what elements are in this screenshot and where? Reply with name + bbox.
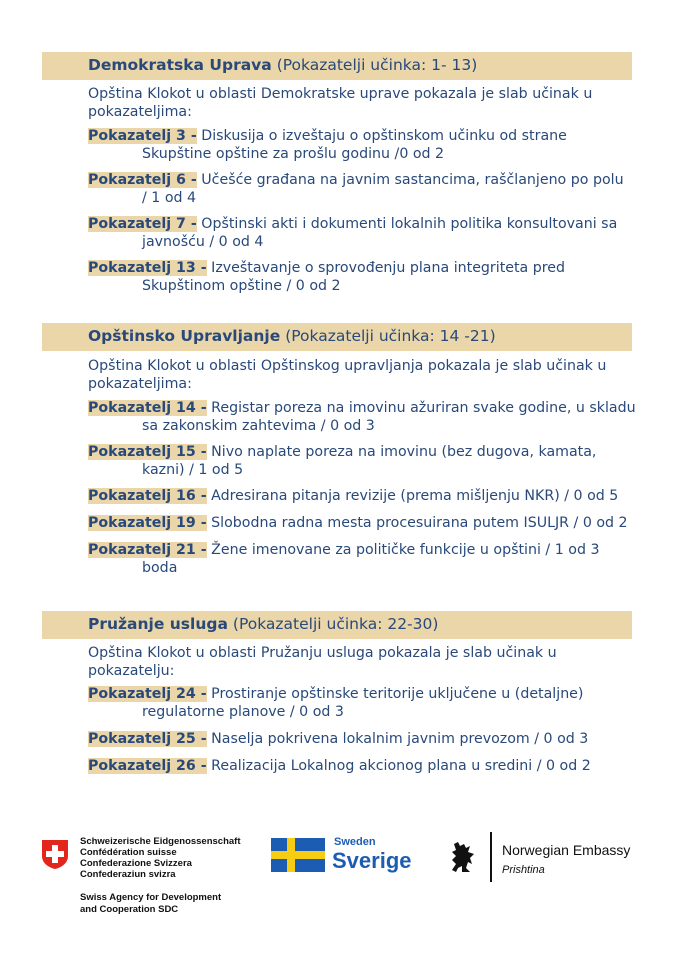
swiss-flag-icon <box>40 838 70 870</box>
indicator-label: Pokazatelj 16 - <box>88 488 207 504</box>
section-header-pruzanje-usluga <box>42 611 632 639</box>
sdc-agency-text <box>80 892 221 916</box>
section-title: Demokratska Uprava <box>88 56 272 74</box>
indicator-label: Pokazatelj 15 - <box>88 444 207 460</box>
indicator-text: Registar poreza na imovinu ažuriran svake godine, u skladu <box>211 400 636 416</box>
indicator-label: Pokazatelj 25 - <box>88 731 207 747</box>
norwegian-embassy-label: Norwegian Embassy <box>502 842 631 858</box>
sweden-flag-icon <box>271 838 325 872</box>
indicator-item <box>88 515 634 533</box>
prishtina-label: Prishtina <box>502 864 545 876</box>
indicator-item <box>88 400 634 435</box>
indicator-label: Pokazatelj 7 - <box>88 216 197 232</box>
sweden-label: Sweden <box>334 836 376 848</box>
indicator-item <box>88 216 634 251</box>
indicator-text: Slobodna radna mesta procesuirana putem ISULJR / 0 od 2 <box>211 515 628 531</box>
indicator-label: Pokazatelj 24 - <box>88 686 207 702</box>
indicator-text: Nivo naplate poreza na imovinu (bez dugova, kamata, <box>211 444 597 460</box>
indicator-text: Naselja pokrivena lokalnim javnim prevozom / 0 od 3 <box>211 731 589 747</box>
indicator-text: Žene imenovane za političke funkcije u opštini / 1 od 3 <box>211 542 600 558</box>
swiss-line: Confederaziun svizra <box>80 869 176 880</box>
swiss-line: Schweizerische Eidgenossenschaft <box>80 836 241 847</box>
section-subtitle: (Pokazatelji učinka: 1- 13) <box>276 56 478 74</box>
indicator-item <box>88 488 634 506</box>
section-header-opstinsko-upravljanje <box>42 323 632 351</box>
indicator-item <box>88 731 634 749</box>
indicator-text: Prostiranje opštinske teritorije uključene u (detaljne) <box>211 686 584 702</box>
indicator-text-continued: / 1 od 4 <box>142 189 197 206</box>
indicator-item <box>88 444 634 479</box>
norway-divider <box>490 832 492 882</box>
swiss-line: Confédération suisse <box>80 847 177 858</box>
indicator-label: Pokazatelj 19 - <box>88 515 207 531</box>
section-title: Opštinsko Upravljanje <box>88 327 281 345</box>
indicator-label: Pokazatelj 6 - <box>88 172 197 188</box>
indicator-label: Pokazatelj 3 - <box>88 128 197 144</box>
indicator-text-continued: sa zakonskim zahtevima / 0 od 3 <box>142 417 375 434</box>
indicator-text-continued: Skupštinom opštine / 0 od 2 <box>142 277 341 294</box>
indicator-label: Pokazatelj 21 - <box>88 542 207 558</box>
sdc-line: Swiss Agency for Development <box>80 892 222 903</box>
section-intro: Opština Klokot u oblasti Opštinskog upravljanja pokazala je slab učinak u pokazateljima: <box>88 358 607 392</box>
indicator-item <box>88 128 634 163</box>
indicator-item <box>88 172 634 207</box>
swiss-confederation-text <box>80 836 241 880</box>
section-intro: Opština Klokot u oblasti Demokratske uprave pokazala je slab učinak u pokazateljima: <box>88 86 593 120</box>
indicator-item <box>88 260 634 295</box>
section-intro: Opština Klokot u oblasti Pružanju usluga pokazala je slab učinak u pokazatelju: <box>88 645 557 679</box>
norway-lion-icon <box>448 840 478 874</box>
indicator-label: Pokazatelj 13 - <box>88 260 207 276</box>
indicator-item <box>88 758 634 776</box>
section-header-demokratska-uprava <box>42 52 632 80</box>
indicator-text-continued: regulatorne planove / 0 od 3 <box>142 703 344 720</box>
indicator-text-continued: boda <box>142 559 178 576</box>
sverige-label: Sverige <box>332 848 412 873</box>
indicator-item <box>88 542 634 577</box>
indicator-text: Izveštavanje o sprovođenju plana integriteta pred <box>211 260 566 276</box>
indicator-text: Diskusija o izveštaju o opštinskom učinku od strane <box>201 128 567 144</box>
section-title: Pružanje usluga <box>88 615 228 633</box>
indicator-text-continued: kazni) / 1 od 5 <box>142 461 244 478</box>
sdc-line: and Cooperation SDC <box>80 904 179 915</box>
indicator-label: Pokazatelj 26 - <box>88 758 207 774</box>
indicator-item <box>88 686 634 721</box>
indicator-text: Učešće građana na javnim sastancima, raščlanjeno po polu <box>201 172 624 188</box>
indicator-text-continued: javnošću / 0 od 4 <box>142 233 264 250</box>
section-subtitle: (Pokazatelji učinka: 14 -21) <box>285 327 496 345</box>
indicator-text: Opštinski akti i dokumenti lokalnih politika konsultovani sa <box>201 216 618 232</box>
indicator-text: Realizacija Lokalnog akcionog plana u sredini / 0 od 2 <box>211 758 591 774</box>
indicator-label: Pokazatelj 14 - <box>88 400 207 416</box>
swiss-line: Confederazione Svizzera <box>80 858 192 869</box>
indicator-text: Adresirana pitanja revizije (prema mišljenju NKR) / 0 od 5 <box>211 488 619 504</box>
section-subtitle: (Pokazatelji učinka: 22-30) <box>232 615 439 633</box>
footer-logos <box>0 830 676 930</box>
indicator-text-continued: Skupštine opštine za prošlu godinu /0 od 2 <box>142 145 445 162</box>
